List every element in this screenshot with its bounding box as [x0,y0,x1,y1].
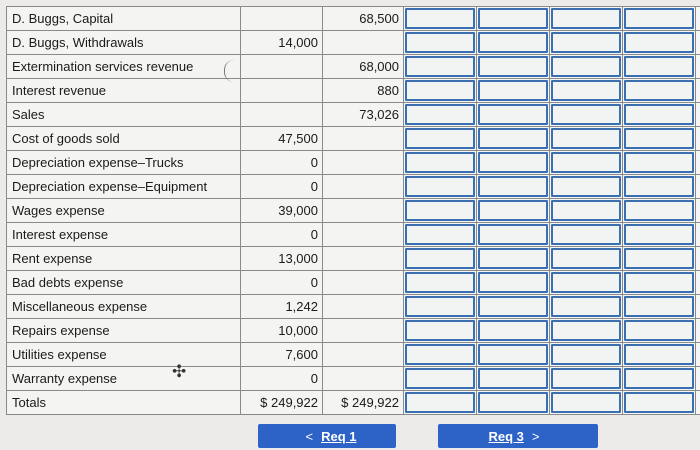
adjustment-input-cell[interactable] [623,55,696,79]
adjustment-input-cell[interactable] [477,31,550,55]
input-box[interactable] [551,272,621,293]
credit-amount [323,151,404,175]
adjustment-input-cell[interactable] [477,343,550,367]
input-box[interactable] [624,128,694,149]
adjustment-input-cell[interactable] [623,79,696,103]
account-name: Utilities expense [7,343,241,367]
debit-amount: $ 249,922 [241,391,323,415]
adjustment-input-cell[interactable] [404,295,477,319]
adjustment-input-cell[interactable] [623,223,696,247]
adjustment-input-cell[interactable] [623,295,696,319]
input-box[interactable] [551,80,621,101]
account-name: Depreciation expense–Trucks [7,151,241,175]
debit-amount: 7,600 [241,343,323,367]
input-box[interactable] [478,104,548,125]
account-name: Bad debts expense [7,271,241,295]
adjustment-input-cell[interactable] [550,247,623,271]
credit-amount [323,31,404,55]
input-box[interactable] [551,320,621,341]
overflow-input-cell[interactable] [696,247,700,271]
debit-amount: 1,242 [241,295,323,319]
input-box[interactable] [405,80,475,101]
table-row [7,127,700,151]
input-box[interactable] [405,152,475,173]
table-row [7,103,700,127]
input-box[interactable] [478,80,548,101]
input-box[interactable] [405,296,475,317]
input-box[interactable] [551,344,621,365]
input-box[interactable] [624,224,694,245]
adjustment-input-cell[interactable] [623,175,696,199]
input-box[interactable] [405,272,475,293]
credit-amount: 68,000 [323,55,404,79]
debit-amount [241,103,323,127]
adjustment-input-cell[interactable] [623,343,696,367]
input-box[interactable] [624,392,694,413]
adjustment-input-cell[interactable] [477,367,550,391]
input-box[interactable] [551,368,621,389]
account-name: Repairs expense [7,319,241,343]
input-box[interactable] [551,248,621,269]
adjustment-input-cell[interactable] [404,55,477,79]
overflow-input-cell[interactable] [696,151,700,175]
overflow-input-cell[interactable] [696,295,700,319]
input-box[interactable] [551,224,621,245]
input-box[interactable] [478,224,548,245]
input-box[interactable] [478,248,548,269]
adjustment-input-cell[interactable] [404,319,477,343]
account-name: Sales [7,103,241,127]
input-box[interactable] [478,272,548,293]
adjustment-input-cell[interactable] [550,151,623,175]
table-row [7,343,700,367]
table-row [7,391,700,415]
adjustment-input-cell[interactable] [477,7,550,31]
overflow-input-cell[interactable] [696,31,700,55]
input-box[interactable] [551,56,621,77]
credit-amount [323,343,404,367]
input-box[interactable] [551,176,621,197]
input-box[interactable] [624,80,694,101]
input-box[interactable] [405,320,475,341]
credit-amount [323,247,404,271]
adjustment-input-cell[interactable] [404,79,477,103]
table-row [7,247,700,271]
adjustment-input-cell[interactable] [550,367,623,391]
overflow-input-cell[interactable] [696,127,700,151]
adjustment-input-cell[interactable] [477,103,550,127]
adjustment-input-cell[interactable] [550,391,623,415]
adjustment-input-cell[interactable] [404,7,477,31]
debit-amount: 0 [241,271,323,295]
overflow-input-cell[interactable] [696,199,700,223]
account-name: Interest revenue [7,79,241,103]
credit-amount [323,127,404,151]
input-box[interactable] [478,344,548,365]
input-box[interactable] [551,104,621,125]
input-box[interactable] [478,152,548,173]
adjustment-input-cell[interactable] [477,79,550,103]
table-row [7,7,700,31]
adjustment-input-cell[interactable] [404,127,477,151]
input-box[interactable] [624,200,694,221]
credit-amount [323,295,404,319]
credit-amount [323,367,404,391]
input-box[interactable] [624,368,694,389]
account-name: D. Buggs, Withdrawals [7,31,241,55]
adjustment-input-cell[interactable] [623,271,696,295]
input-box[interactable] [551,296,621,317]
input-box[interactable] [405,224,475,245]
adjustment-input-cell[interactable] [550,31,623,55]
next-req-label: Req 3 [489,429,524,444]
account-name: Totals [7,391,241,415]
input-box[interactable] [478,176,548,197]
credit-amount [323,319,404,343]
adjustment-input-cell[interactable] [477,199,550,223]
adjustment-input-cell[interactable] [477,391,550,415]
overflow-input-cell[interactable] [696,103,700,127]
credit-amount [323,271,404,295]
adjustment-input-cell[interactable] [404,31,477,55]
adjustment-input-cell[interactable] [550,319,623,343]
chevron-right-icon: > [532,424,540,450]
input-box[interactable] [405,32,475,53]
account-name: Interest expense [7,223,241,247]
input-box[interactable] [624,32,694,53]
debit-amount [241,55,323,79]
table-row [7,55,700,79]
input-box[interactable] [478,200,548,221]
adjustment-input-cell[interactable] [477,175,550,199]
input-box[interactable] [405,8,475,29]
input-box[interactable] [551,8,621,29]
adjustment-input-cell[interactable] [550,55,623,79]
debit-amount: 0 [241,223,323,247]
adjustment-input-cell[interactable] [550,79,623,103]
input-box[interactable] [624,272,694,293]
overflow-input-cell[interactable] [696,7,700,31]
adjustment-input-cell[interactable] [623,151,696,175]
adjustment-input-cell[interactable] [404,199,477,223]
account-name: Extermination services revenue [7,55,241,79]
account-name: Depreciation expense–Equipment [7,175,241,199]
adjustment-input-cell[interactable] [550,343,623,367]
input-box[interactable] [551,128,621,149]
input-box[interactable] [624,8,694,29]
adjustment-input-cell[interactable] [623,391,696,415]
adjustment-input-cell[interactable] [623,247,696,271]
prev-req-label: Req 1 [321,429,356,444]
crosshair-cursor-icon: ✣ [172,362,186,382]
input-box[interactable] [405,200,475,221]
input-box[interactable] [551,200,621,221]
input-box[interactable] [551,392,621,413]
input-box[interactable] [405,368,475,389]
table-row [7,151,700,175]
input-box[interactable] [405,344,475,365]
adjustment-input-cell[interactable] [477,247,550,271]
adjustment-input-cell[interactable] [477,319,550,343]
adjustment-input-cell[interactable] [404,391,477,415]
debit-amount [241,79,323,103]
input-box[interactable] [624,104,694,125]
adjustment-input-cell[interactable] [623,199,696,223]
table-row [7,175,700,199]
input-box[interactable] [624,296,694,317]
input-box[interactable] [478,392,548,413]
adjustment-input-cell[interactable] [550,199,623,223]
credit-amount [323,199,404,223]
worksheet [6,6,700,415]
overflow-input-cell[interactable] [696,367,700,391]
input-box[interactable] [405,248,475,269]
overflow-input-cell[interactable] [696,223,700,247]
credit-amount [323,175,404,199]
debit-amount: 0 [241,151,323,175]
adjustment-input-cell[interactable] [404,223,477,247]
debit-amount: 14,000 [241,31,323,55]
adjustment-input-cell[interactable] [477,127,550,151]
table-row [7,271,700,295]
table-row [7,367,700,391]
adjustment-input-cell[interactable] [623,103,696,127]
prev-req-button[interactable] [258,424,396,448]
credit-amount: 880 [323,79,404,103]
input-box[interactable] [551,152,621,173]
overflow-input-cell[interactable] [696,175,700,199]
input-box[interactable] [624,176,694,197]
overflow-input-cell[interactable] [696,391,700,415]
bracket-mark [224,60,235,82]
debit-amount: 39,000 [241,199,323,223]
input-box[interactable] [405,56,475,77]
debit-amount: 13,000 [241,247,323,271]
adjustment-input-cell[interactable] [477,295,550,319]
table-row [7,199,700,223]
overflow-input-cell[interactable] [696,271,700,295]
account-name: Cost of goods sold [7,127,241,151]
credit-amount: $ 249,922 [323,391,404,415]
account-name: D. Buggs, Capital [7,7,241,31]
credit-amount: 68,500 [323,7,404,31]
table-row [7,79,700,103]
adjustment-input-cell[interactable] [550,223,623,247]
overflow-input-cell[interactable] [696,55,700,79]
input-box[interactable] [478,56,548,77]
debit-amount: 0 [241,367,323,391]
input-box[interactable] [478,8,548,29]
input-box[interactable] [478,296,548,317]
input-box[interactable] [624,344,694,365]
overflow-input-cell[interactable] [696,319,700,343]
input-box[interactable] [478,32,548,53]
adjustment-input-cell[interactable] [623,31,696,55]
adjustment-input-cell[interactable] [477,271,550,295]
account-name: Rent expense [7,247,241,271]
adjustment-input-cell[interactable] [623,7,696,31]
adjustment-input-cell[interactable] [550,175,623,199]
adjustment-input-cell[interactable] [404,343,477,367]
table-row [7,31,700,55]
adjustment-input-cell[interactable] [623,367,696,391]
credit-amount: 73,026 [323,103,404,127]
adjustment-input-cell[interactable] [404,271,477,295]
adjustment-input-cell[interactable] [404,175,477,199]
debit-amount: 0 [241,175,323,199]
adjustment-input-cell[interactable] [404,151,477,175]
table-row [7,319,700,343]
input-box[interactable] [405,128,475,149]
adjustment-input-cell[interactable] [404,103,477,127]
input-box[interactable] [624,320,694,341]
chevron-left-icon: < [306,424,314,450]
next-req-button[interactable] [438,424,598,448]
account-name: Wages expense [7,199,241,223]
account-name: Warranty expense [7,367,241,391]
input-box[interactable] [478,128,548,149]
input-box[interactable] [624,56,694,77]
table-row [7,295,700,319]
trial-balance-table [6,6,700,415]
input-box[interactable] [624,248,694,269]
input-box[interactable] [551,32,621,53]
overflow-input-cell[interactable] [696,79,700,103]
credit-amount [323,223,404,247]
adjustment-input-cell[interactable] [623,127,696,151]
overflow-input-cell[interactable] [696,343,700,367]
input-box[interactable] [478,320,548,341]
adjustment-input-cell[interactable] [550,271,623,295]
debit-amount: 47,500 [241,127,323,151]
account-name: Miscellaneous expense [7,295,241,319]
adjustment-input-cell[interactable] [550,127,623,151]
adjustment-input-cell[interactable] [404,247,477,271]
adjustment-input-cell[interactable] [623,319,696,343]
adjustment-input-cell[interactable] [550,7,623,31]
adjustment-input-cell[interactable] [404,367,477,391]
input-box[interactable] [405,104,475,125]
input-box[interactable] [405,176,475,197]
adjustment-input-cell[interactable] [550,295,623,319]
adjustment-input-cell[interactable] [477,55,550,79]
debit-amount: 10,000 [241,319,323,343]
debit-amount [241,7,323,31]
adjustment-input-cell[interactable] [550,103,623,127]
input-box[interactable] [405,392,475,413]
adjustment-input-cell[interactable] [477,151,550,175]
input-box[interactable] [478,368,548,389]
input-box[interactable] [624,152,694,173]
table-row [7,223,700,247]
adjustment-input-cell[interactable] [477,223,550,247]
